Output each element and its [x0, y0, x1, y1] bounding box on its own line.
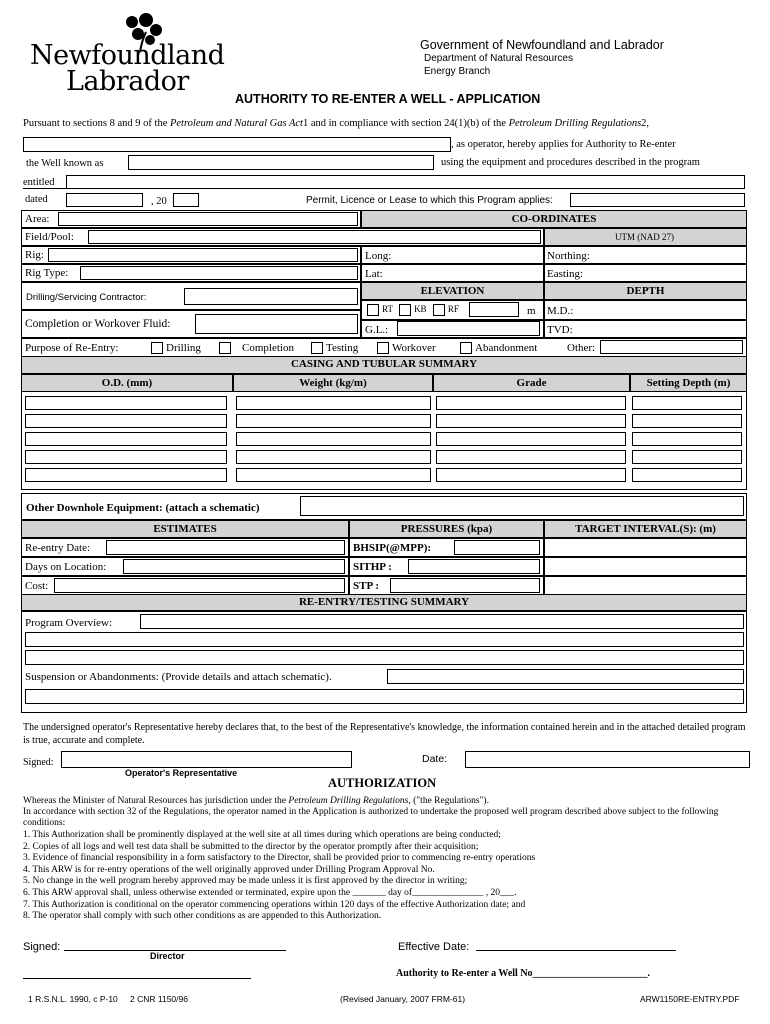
- completion-purpose-label: Completion: [242, 342, 294, 354]
- year-label: , 20: [151, 196, 167, 207]
- reentry-date-input[interactable]: [106, 540, 345, 555]
- rt-checkbox[interactable]: [367, 304, 379, 316]
- elevation-type-cell: [361, 300, 544, 320]
- condition-item: 6. This ARW approval shall, unless otherwise extended or terminated, expire upon the _______ day of_______________ , 20___.: [23, 887, 517, 898]
- testing-checkbox[interactable]: [311, 342, 323, 354]
- cost-label: Cost:: [25, 580, 49, 592]
- stp-label: STP :: [353, 580, 379, 592]
- md-cell: [544, 300, 747, 320]
- target-header: TARGET INTERVAL(S): (m): [544, 520, 747, 538]
- reentry-date-label: Re-entry Date:: [25, 542, 91, 554]
- condition-item: 7. This Authorization is conditional on the operator commencing operations within 120 days of the effective Authorization date; and: [23, 899, 526, 910]
- condition-item: 8. The operator shall comply with such other conditions as are appended to this Authorization.: [23, 911, 382, 922]
- logo: [30, 12, 225, 97]
- operator-rep-label: Operator's Representative: [125, 768, 238, 778]
- other-input[interactable]: [600, 340, 743, 354]
- gl-input[interactable]: [397, 321, 540, 336]
- easting-label: Easting:: [547, 268, 584, 280]
- cost-cell: [21, 576, 349, 595]
- suspension-input[interactable]: [387, 669, 744, 684]
- declaration-text: The undersigned operator's Representative hereby declares that, to the best of the Representative's knowledge, the information contained herein and in the attached detailed program is true, accurate and complete.: [23, 722, 746, 746]
- stp-cell: [349, 576, 544, 595]
- long-cell: [361, 246, 544, 264]
- casing-input-r0-c3[interactable]: [632, 396, 742, 410]
- footer-form-id: ARW1150RE-ENTRY.PDF: [640, 994, 740, 1004]
- rig-input[interactable]: [48, 248, 358, 262]
- contractor-input[interactable]: [184, 288, 358, 305]
- operator-input[interactable]: [23, 137, 451, 152]
- area-label: Area:: [25, 213, 50, 225]
- workover-label: Workover: [392, 342, 436, 354]
- rt-label: RT: [382, 304, 393, 315]
- casing-title: CASING AND TUBULAR SUMMARY: [21, 357, 747, 374]
- accordance-text: In accordance with section 32 of the Regulations, the operator named in the Application is authorized to undertake the proposed well program described above subject to the following conditions:: [23, 807, 719, 828]
- director-signed-label: Signed:: [23, 941, 61, 953]
- operator-signature-input[interactable]: [61, 751, 352, 768]
- rig-type-input[interactable]: [80, 266, 358, 280]
- director-label: Director: [150, 951, 185, 961]
- contractor-cell: [21, 282, 361, 310]
- elevation-input[interactable]: [469, 302, 519, 317]
- abandonment-checkbox[interactable]: [460, 342, 472, 354]
- overview-label: Program Overview:: [25, 617, 113, 629]
- downhole-cell: [21, 493, 747, 520]
- conditions-list: [23, 830, 753, 923]
- overview-input-2[interactable]: [25, 632, 744, 647]
- cost-input[interactable]: [54, 578, 345, 593]
- condition-item: 1. This Authorization shall be prominently displayed at the well site at all times during which operations are being conducted;: [23, 830, 501, 840]
- area-cell: [21, 210, 361, 228]
- bhsip-input[interactable]: [454, 540, 540, 555]
- purpose-row: [21, 338, 747, 357]
- casing-input-r4-c0[interactable]: [25, 468, 227, 482]
- northing-cell: [544, 246, 747, 264]
- reentry-date-cell: [21, 538, 349, 557]
- rig-cell: [21, 246, 361, 264]
- pursuant-text: Pursuant to sections 8 and 9 of the Petroleum and Natural Gas Act1 and in compliance with section 24(1)(b) of the Petroleum Drilling Regulations2,: [23, 118, 650, 129]
- logo-newfoundland: Newfoundland: [30, 40, 225, 71]
- condition-item: 2. Copies of all logs and well test data shall be submitted to the director by the operator promptly after their acquisition;: [23, 841, 479, 852]
- other-label: Other:: [567, 342, 596, 354]
- gov-title: Government of Newfoundland and Labrador: [420, 38, 664, 52]
- effective-date-label: Effective Date:: [398, 941, 470, 953]
- condition-item: 4. This ARW is for re-entry operations of the well originally approved under Drilling Program Approval No.: [23, 864, 435, 875]
- casing-input-r4-c3[interactable]: [632, 468, 742, 482]
- sithp-label: SITHP :: [353, 561, 392, 573]
- year-input[interactable]: [173, 193, 199, 207]
- blank-line[interactable]: [23, 978, 251, 979]
- coordinates-header: CO-ORDINATES: [361, 210, 747, 228]
- stp-input[interactable]: [390, 578, 540, 593]
- logo-labrador: Labrador: [66, 66, 189, 97]
- using-text: using the equipment and procedures described in the program: [441, 157, 700, 168]
- lat-cell: [361, 264, 544, 282]
- abandonment-label: Abandonment: [475, 342, 538, 354]
- rf-checkbox[interactable]: [433, 304, 445, 316]
- rig-type-cell: [21, 264, 361, 282]
- long-label: Long:: [365, 250, 392, 262]
- branch-name: Energy Branch: [424, 66, 491, 77]
- utm-label: UTM (NAD 27): [615, 232, 674, 242]
- authorization-title: AUTHORIZATION: [328, 776, 437, 790]
- field-pool-cell: [21, 228, 544, 246]
- dated-label: dated: [25, 194, 48, 205]
- purpose-label: Purpose of Re-Entry:: [25, 342, 119, 354]
- entitled-field[interactable]: [66, 175, 745, 189]
- casing-input-r0-c2[interactable]: [436, 396, 626, 410]
- bhsip-label: BHSIP(@MPP):: [353, 542, 432, 554]
- casing-input-r4-c2[interactable]: [436, 468, 626, 482]
- tvd-label: TVD:: [547, 324, 573, 336]
- whereas-text: Whereas the Minister of Natural Resources has jurisdiction under the Petroleum Drilling Regulations, ("the Regulations").: [23, 796, 489, 806]
- casing-input-r0-c0[interactable]: [25, 396, 227, 410]
- completion-checkbox[interactable]: [219, 342, 231, 354]
- condition-item: 5. No change in the well program hereby approved may be made unless it is first approved by the director in writing;: [23, 876, 468, 887]
- utm-cell: [544, 228, 747, 246]
- casing-input-r1-c1[interactable]: [236, 414, 431, 428]
- depth-header: DEPTH: [544, 282, 747, 300]
- contractor-label: Drilling/Servicing Contractor:: [26, 292, 147, 303]
- completion-cell: [21, 310, 361, 338]
- sithp-input[interactable]: [408, 559, 540, 574]
- casing-header-3: Setting Depth (m): [630, 374, 747, 392]
- casing-input-r2-c2[interactable]: [436, 432, 626, 446]
- workover-checkbox[interactable]: [377, 342, 389, 354]
- elevation-header: ELEVATION: [361, 282, 544, 300]
- overview-input-3[interactable]: [25, 650, 744, 665]
- casing-input-r2-c1[interactable]: [236, 432, 431, 446]
- md-label: M.D.:: [547, 305, 574, 317]
- dept-name: Department of Natural Resources: [424, 53, 573, 64]
- days-label: Days on Location:: [25, 561, 107, 573]
- casing-input-r4-c1[interactable]: [236, 468, 431, 482]
- entitled-label: entitled: [23, 177, 55, 188]
- casing-input-r1-c0[interactable]: [25, 414, 227, 428]
- completion-input[interactable]: [195, 314, 358, 334]
- rig-type-label: Rig Type:: [25, 267, 69, 279]
- auth-number: Authority to Re-enter a Well No_______________________.: [396, 968, 651, 979]
- easting-cell: [544, 264, 747, 282]
- casing-header-2: Grade: [433, 374, 630, 392]
- completion-label: Completion or Workover Fluid:: [25, 318, 171, 330]
- rf-label: RF: [447, 304, 459, 315]
- casing-input-r3-c3[interactable]: [632, 450, 742, 464]
- field-pool-label: Field/Pool:: [25, 231, 74, 243]
- operator-date-input[interactable]: [465, 751, 750, 768]
- casing-input-r3-c1[interactable]: [236, 450, 431, 464]
- overview-input[interactable]: [140, 614, 744, 629]
- gl-label: G.L.:: [365, 324, 389, 336]
- summary-box: [21, 611, 747, 713]
- testing-label: Testing: [326, 342, 359, 354]
- bhsip-cell: [349, 538, 544, 557]
- summary-title: RE-ENTRY/TESTING SUMMARY: [21, 595, 747, 611]
- operator-text: , as operator, hereby applies for Authority to Re-enter: [451, 139, 676, 150]
- area-input[interactable]: [58, 212, 358, 226]
- well-name-input[interactable]: [128, 155, 434, 170]
- suspension-label: Suspension or Abandonments: (Provide details and attach schematic).: [25, 671, 332, 683]
- casing-input-r2-c3[interactable]: [632, 432, 742, 446]
- target-cell-3[interactable]: [544, 576, 747, 595]
- dated-input[interactable]: [66, 193, 143, 207]
- permit-input[interactable]: [570, 193, 745, 207]
- sithp-cell: [349, 557, 544, 576]
- casing-header-1: Weight (kg/m): [233, 374, 433, 392]
- kb-checkbox[interactable]: [399, 304, 411, 316]
- casing-input-r1-c2[interactable]: [436, 414, 626, 428]
- casing-input-r1-c3[interactable]: [632, 414, 742, 428]
- rig-label: Rig:: [25, 249, 44, 261]
- tvd-cell: [544, 320, 747, 338]
- days-cell: [21, 557, 349, 576]
- target-cell-1[interactable]: [544, 538, 747, 557]
- drilling-label: Drilling: [166, 342, 201, 354]
- casing-input-r3-c2[interactable]: [436, 450, 626, 464]
- drilling-checkbox[interactable]: [151, 342, 163, 354]
- well-known-label: the Well known as: [26, 158, 104, 169]
- operator-date-label: Date:: [422, 753, 448, 765]
- casing-input-r2-c0[interactable]: [25, 432, 227, 446]
- permit-label: Permit, Licence or Lease to which this Program applies:: [306, 195, 553, 206]
- casing-header-0: O.D. (mm): [21, 374, 233, 392]
- lat-label: Lat:: [365, 268, 383, 280]
- footer-ref1: 1 R.S.N.L. 1990, c P-10: [28, 994, 118, 1004]
- downhole-label: Other Downhole Equipment: (attach a schematic): [26, 502, 260, 514]
- target-cell-2[interactable]: [544, 557, 747, 576]
- effective-date-line[interactable]: [476, 950, 676, 951]
- pressures-header: PRESSURES (kpa): [349, 520, 544, 538]
- operator-signed-label: Signed:: [23, 757, 54, 768]
- field-pool-input[interactable]: [88, 230, 541, 244]
- downhole-input[interactable]: [300, 496, 744, 516]
- estimates-header: ESTIMATES: [21, 520, 349, 538]
- northing-label: Northing:: [547, 250, 590, 262]
- footer-ref2: 2 CNR 1150/96: [130, 994, 188, 1004]
- elevation-unit: m: [527, 305, 536, 317]
- suspension-input-2[interactable]: [25, 689, 744, 704]
- casing-input-r0-c1[interactable]: [236, 396, 431, 410]
- condition-item: 3. Evidence of financial responsibility in a form satisfactory to the Director, shall be provided prior to commencing re-entry operations: [23, 853, 536, 864]
- casing-input-r3-c0[interactable]: [25, 450, 227, 464]
- days-input[interactable]: [123, 559, 345, 574]
- form-title: AUTHORITY TO RE-ENTER A WELL - APPLICATION: [235, 92, 541, 106]
- kb-label: KB: [414, 304, 427, 315]
- gl-cell: [361, 320, 544, 338]
- footer-revised: (Revised January, 2007 FRM-61): [340, 994, 466, 1004]
